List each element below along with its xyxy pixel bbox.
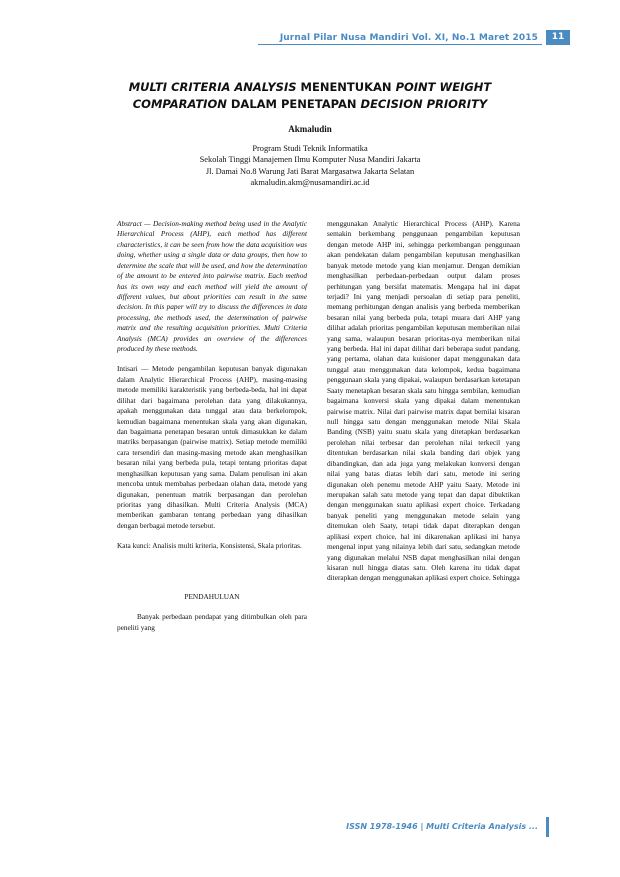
paper-title [90,79,530,113]
intro-continuation: menggunakan Analytic Hierarchical Process (AHP). Karena semakin berkembang penggunaan pengambilan keputusan dengan metode AHP ini, sehingga perkembangan penggunaan akan pendekatan dalam pengambilan keputusan menghasilkan banyak metode metode yang kian menjamur. Dengan demikian menghasilkan perbedaan-perbedaan output dalam proses perhitungan yang bersifat matematis. Mengapa hal ini dapat terjadi? Ini yang menjadi persoalan di setiap para peneliti, memang perhitungan dengan analisis yang berbeda memberikan besaran nilai yang berbeda pula, tetapi muara dari AHP yang dilihat adalah prioritas pengambilan keputusan memberikan nilai yang sama, walaupun besaran prioritas-nya memberikan nilai yang berbeda. Hal ini dapat dilihat dari beberapa sudut pandang, yang pertama, olahan data kuisioner dapat menggunakan data tunggal atau menggunakan data kelompok, kedua bagaimana penggunaan skala yang dipakai, walaupun berdasarkan ketetapan Saaty menetapkan besaran skala satu hingga sembilan, kemudian bagaimana konversi skala yang dipakai dalam menentukan pairwise matrix. Nilai dari pairwise matrix dapat bernilai kisaran null hingga satu dengan menggunakan metode Nilai Skala Banding (NSB) yaitu suatu skala yang ditetapkan berdasarkan perolehan nilai terbesar dan perolehan nilai terkecil yang ditentukan berdasarkan nilai skala banding dari objek yang dibandingkan, dan ada juga yang melakukan konversi dengan nilai yang batas diatas lebih dari satu, metode ini sering digunakan oleh penemu metode AHP yaitu Saaty. Metode ini merupakan salah satu metode yang tepat dan dapat dibuktikan dengan menggunakan suatu aplikasi expert choice. Terkadang banyak peneliti yang menggunakan metode selain yang ditemukan oleh Saaty, tetapi tidak dapat diterapkan dengan aplikasi expert choice, hal ini dikarenakan aplikasi ini hanya mengenal input yang nilainya lebih dari satu, sedangkan metode yang digunakan melalui NSB dapat menghasilkan nilai dengan kisaran null hingga diatas satu. Oleh karena itu tidak dapat diterapkan dengan menggunakan aplikasi expert choice. Sehingga [327,219,520,583]
footer-bar [546,817,549,837]
affiliation-block [0,143,620,188]
keywords: Kata kunci: Analisis multi kriteria, Konsistensi, Skala prioritas. [117,541,302,551]
intro-paragraph: Banyak perbedaan pendapat yang ditimbulkan oleh para peneliti yang [117,612,307,632]
title-part: MULTI CRITERIA ANALYSIS [128,80,297,94]
affiliation-line: Jl. Damai No.8 Warung Jati Barat Margasatwa Jakarta Selatan [205,166,415,176]
intisari: Intisari — Metode pengambilan keputusan banyak digunakan dalam Analytic Hierarchical Process (AHP), masing-masing metode memiliki karakteristik yang berbeda-beda, hal ini dapat dilihat dari bagaimana perolehan data yang dilakukannya, apakah menggunakan data tunggal atau data berkelompok, kemudian bagaimana menentukan skala yang akan digunakan, dan bagaimana penetapan besaran untuk dimasukkan ke dalam matriks berpasangan (pairwise matrix). Setiap metode memiliki cara tersendiri dan masing-masing metode akan menghasilkan besaran nilai yang berbeda pula, tetapi tentang prioritas dapat menghasilkan keputusan yang sama. Dalam penulisan ini akan mencoba untuk membahas perbedaan olahan data, metode yang digunakan, penentuan matrik berpasangan dan perolehan prioritas yang dihasilkan. Multi Criteria Analysis (MCA) memberikan gambaran tentang perbedaan yang dihasilkan dengan berbagai metode tersebut. [117,364,307,530]
title-part: COMPARATION [132,97,227,111]
title-part: MENENTUKAN [300,80,392,94]
right-column [327,219,520,584]
section-heading: PENDAHULUAN [184,591,240,601]
affiliation-email: akmaludin.akm@nusamandiri.ac.id [250,177,370,187]
author-name: Akmaludin [288,124,332,134]
affiliation-line: Sekolah Tinggi Manajemen Ilmu Komputer Nusa Mandiri Jakarta [199,155,421,165]
page-number: 11 [546,30,570,45]
footer-issn: ISSN 1978-1946 | Multi Criteria Analysis ... [346,822,538,831]
title-part: DALAM PENETAPAN [230,97,357,111]
left-column [117,219,307,633]
journal-header: Jurnal Pilar Nusa Mandiri Vol. XI, No.1 Maret 2015 [279,33,538,43]
title-part: POINT WEIGHT [395,80,492,94]
header-rule [258,44,542,45]
affiliation-line: Program Studi Teknik Informatika [252,144,368,153]
title-part: DECISION PRIORITY [360,97,488,111]
abstract: Abstract — Decision-making method being used in the Analytic Hierarchical Process (AHP), each method has different characteristics, it can be seen from how the data acquisition was doing, whether using a single data or data groups, then how to determine the scale that will be used, and how the determination of the amount to be entered into pairwise matrix. Each method has its own way and each method will yield the amount of different values, but about priorities can result in the same decision. In this paper will try to discuss the differences in data processing, the methods used, the determination of pairwise matrix and the resulting acquisition priorities. Multi Criteria Analysis (MCA) provides an overview of the differences produced by these methods. [117,219,307,354]
